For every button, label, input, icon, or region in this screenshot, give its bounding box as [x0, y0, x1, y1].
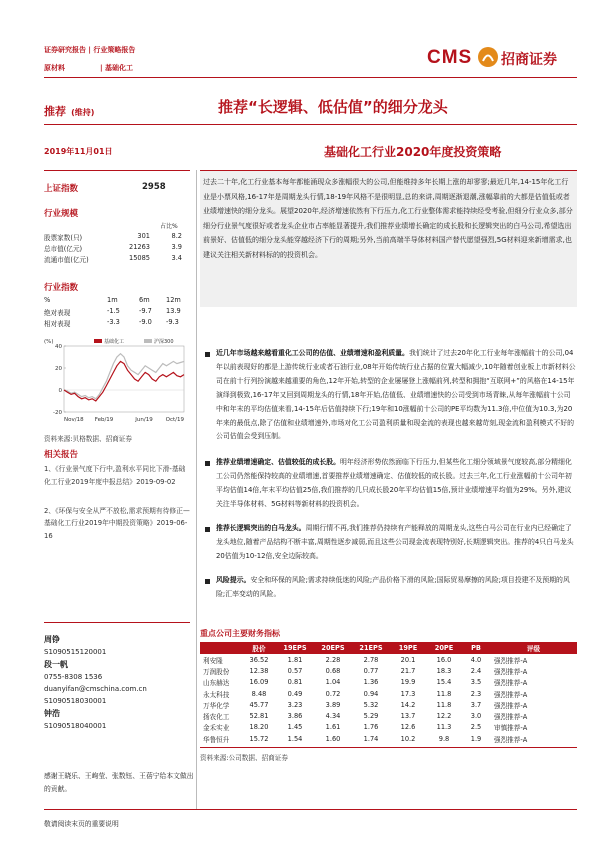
- fin-value-cell: 1.74: [363, 734, 379, 743]
- fin-value-cell: 20.1: [400, 655, 416, 664]
- rating-cell: 强烈推荐-A: [494, 690, 528, 699]
- fin-value-cell: 1.81: [287, 655, 303, 664]
- bullet-bold: 风险提示。: [216, 575, 251, 584]
- fin-header-row: [200, 642, 577, 654]
- index-row-value: -9.7: [139, 307, 152, 315]
- company-name: 山东赫达: [203, 679, 230, 688]
- fin-value-cell: 0.77: [363, 666, 379, 675]
- report-subtitle: 基础化工行业2020年度投资策略: [324, 145, 502, 159]
- fin-value-cell: 0.81: [287, 678, 303, 687]
- analyst-contact: S1090518040001: [44, 722, 107, 730]
- index-header-row: [44, 296, 190, 307]
- industry-index-table: [44, 296, 190, 329]
- bullet-item: [200, 347, 577, 444]
- related-list: [44, 463, 190, 543]
- legend-label: 沪深300: [154, 339, 174, 345]
- fin-value-cell: 5.32: [363, 700, 379, 709]
- fin-value-cell: 52.81: [249, 712, 269, 721]
- performance-chart-svg: [44, 336, 190, 426]
- related-title: 相关报告: [44, 450, 79, 460]
- bullet-square-icon: [205, 461, 210, 466]
- x-tick-label: Nov/18: [64, 417, 84, 423]
- fin-header-cell: 20EPS: [314, 642, 352, 654]
- analyst-name: 钟浩: [44, 709, 60, 718]
- column-divider: [196, 170, 197, 810]
- fin-header-cell: 19EPS: [276, 642, 314, 654]
- rating-cell: 强烈推荐-A: [494, 735, 528, 744]
- bullet-text: [216, 522, 577, 564]
- index-row-value: -9.3: [166, 318, 179, 326]
- fin-value-cell: 12.6: [400, 723, 416, 732]
- logo-emblem-icon: [478, 47, 498, 67]
- fin-value-cell: 12.2: [436, 712, 452, 721]
- analyst-name: 段一帆: [44, 660, 68, 669]
- sidebar-divider-top: [44, 170, 190, 171]
- bullet-item: [200, 522, 577, 564]
- index-header-cell: %: [44, 296, 51, 304]
- company-name: 万华化学: [203, 701, 230, 710]
- scale-row-name: 总市值(亿元): [44, 245, 83, 253]
- index-row-value: -3.3: [107, 318, 120, 326]
- fin-value-cell: 10.2: [400, 734, 416, 743]
- fin-source: 资料来源:公司数据、招商证券: [200, 754, 288, 762]
- fin-value-cell: 36.52: [249, 655, 269, 664]
- scale-row-count: 301: [137, 232, 150, 240]
- fin-value-cell: 11.8: [436, 700, 452, 709]
- page-title: 推荐“长逻辑、低估值”的细分龙头: [218, 98, 448, 116]
- scale-row-share: 3.4: [171, 254, 182, 262]
- thanks-note: 感谢王晓乐、王岣莹、张数钰、王蓓宁给本文做出的贡献。: [44, 772, 194, 793]
- bullet-square-icon: [205, 527, 210, 532]
- fin-value-cell: 45.77: [249, 700, 269, 709]
- industry-scale-title: 行业规模: [44, 209, 79, 219]
- fin-value-cell: 1.60: [325, 734, 341, 743]
- scale-row-share: 3.9: [171, 243, 182, 251]
- scale-row: [44, 243, 190, 254]
- fin-header-cell: 20PE: [426, 642, 462, 654]
- table-row: [200, 733, 577, 744]
- y-tick-label: 0: [58, 388, 62, 394]
- left-source: 资料来源:贝格数据、招商证券: [44, 435, 132, 443]
- footer-line: [44, 809, 577, 810]
- scale-col-header: 占比%: [160, 223, 178, 230]
- fin-value-cell: 1.61: [325, 723, 341, 732]
- rating-label: 推荐: [44, 105, 66, 118]
- fin-value-cell: 4.34: [325, 712, 341, 721]
- legend-swatch: [94, 339, 102, 343]
- fin-value-cell: 12.38: [249, 666, 269, 675]
- fin-header-cell: 19PE: [390, 642, 426, 654]
- bullet-bold: 推荐长逻辑突出的白马龙头。: [216, 523, 306, 532]
- intro-box: [200, 171, 577, 307]
- index-header-cell: 12m: [166, 296, 181, 304]
- table-row: [200, 699, 577, 710]
- related-item: 1、《行业景气度下行中,盈利水平同比下滑-基础化工行业2019年度中报总结》2019-09-02: [44, 465, 186, 486]
- fin-value-cell: 19.9: [400, 678, 416, 687]
- bullet-square-icon: [205, 579, 210, 584]
- fin-header-cell: 21EPS: [352, 642, 390, 654]
- fin-value-cell: 16.09: [249, 678, 269, 687]
- x-tick-label: Feb/19: [94, 417, 114, 423]
- fin-value-cell: 1.04: [325, 678, 341, 687]
- report-date: 2019年11月01日: [44, 147, 113, 156]
- rating-cell: 强烈推荐-A: [494, 701, 528, 710]
- rating-sub: (维持): [71, 108, 95, 117]
- fin-value-cell: 2.78: [363, 655, 379, 664]
- index-header-cell: 1m: [107, 296, 118, 304]
- title-divider: [44, 124, 577, 125]
- scale-row-count: 15085: [129, 254, 150, 262]
- fin-value-cell: 11.3: [436, 723, 452, 732]
- fin-value-cell: 1.54: [287, 734, 303, 743]
- fin-value-cell: 15.4: [436, 678, 452, 687]
- scale-row-name: 流通市值(亿元): [44, 256, 89, 264]
- fin-value-cell: 11.8: [436, 689, 452, 698]
- table-row: [200, 654, 577, 665]
- fin-value-cell: 5.29: [363, 712, 379, 721]
- company-name: 永太科技: [203, 690, 230, 699]
- chart-frame: [64, 346, 184, 412]
- company-name: 华鲁恒升: [203, 735, 230, 744]
- legend-swatch: [144, 339, 152, 343]
- fin-value-cell: 2.5: [470, 723, 482, 732]
- industry-label: | 基础化工: [100, 64, 133, 72]
- logo-cn-text: 招商证券: [501, 52, 557, 68]
- rating-cell: 强烈推荐-A: [494, 656, 528, 665]
- fin-value-cell: 0.68: [325, 666, 341, 675]
- scale-row: [44, 232, 190, 243]
- scale-row: [44, 254, 190, 265]
- fin-value-cell: 1.9: [470, 734, 482, 743]
- fin-header-cell: PB: [462, 642, 490, 654]
- company-name: 万润股份: [203, 667, 230, 676]
- table-row: [200, 710, 577, 721]
- x-tick-label: Oct/19: [165, 417, 184, 423]
- index-row-name: 相对表现: [44, 320, 71, 328]
- bullet-bold: 推荐业绩增速确定、估值较低的成长股。: [216, 458, 341, 467]
- fin-value-cell: 18.3: [436, 666, 452, 675]
- fin-value-cell: 13.7: [400, 712, 416, 721]
- index-row: [44, 318, 190, 329]
- rating-cell: 审慎推荐-A: [494, 724, 528, 733]
- rating: [44, 100, 94, 119]
- analyst-name: 周铮: [44, 635, 60, 644]
- intro-text: 过去二十年,化工行业基本每年都能涌现众多涨幅很大的公司,但能维持多年长期上涨的却寥寥;最近几年,14-15年化工行业是小票风格,16-17年是周期龙头行情,18-19年风格不是很明显,总的来讲,周期逐渐退潮,涨幅靠前的大都是估值低或者业绩增速快的细分龙头。展望2020年,经济增速依然有下行压力,化工行业整体需求能持续经受考验,但细分行业众多,部分细分行业景气度很好或者龙头企业市占率能显著提升,我们推荐业绩增长确定的成长股和长逻辑突出的白马公司,希望选出前景好、估值低的细分龙头能穿越经济下行的周期;另外,当前高端半导体材料国产替代愿望强烈,5G材料迎来新增需求,也建议关注相关新材料标的的投资机会。: [203, 178, 573, 259]
- bullet-body: 周期行情不再,我们推荐仍持续有产能释放的周期龙头,这些白马公司在行业内已经确定了龙头地位,随着产品结构不断丰富,周期性逐步减弱,而且这些公司现金流表现特别好,长期逻辑突出。推荐的4只白马龙头20估值为10-12倍,安全边际较高。: [216, 523, 574, 560]
- fin-value-cell: 2.3: [470, 689, 482, 698]
- fin-value-cell: 1.36: [363, 678, 379, 687]
- x-tick-label: Jun/19: [135, 417, 153, 423]
- fin-value-cell: 3.86: [287, 712, 303, 721]
- company-name: 扬农化工: [203, 713, 230, 722]
- fin-bottom-line: [200, 747, 577, 748]
- scale-row-share: 8.2: [171, 232, 182, 240]
- fin-value-cell: 3.5: [470, 678, 482, 687]
- fin-value-cell: 17.3: [400, 689, 416, 698]
- scale-row-name: 股票家数(只): [44, 234, 83, 242]
- footer-note: 敬请阅读末页的重要说明: [44, 820, 119, 828]
- fin-value-cell: 16.0: [436, 655, 452, 664]
- table-row: [200, 665, 577, 676]
- industry-scale-table: [44, 232, 190, 265]
- fin-value-cell: 0.72: [325, 689, 341, 698]
- analyst-list: [44, 633, 194, 732]
- legend-label: 基础化工: [104, 339, 125, 345]
- index-label: 上证指数: [44, 184, 79, 194]
- fin-value-cell: 3.23: [287, 700, 303, 709]
- fin-value-cell: 14.2: [400, 700, 416, 709]
- index-header-cell: 6m: [139, 296, 150, 304]
- index-row-value: -1.5: [107, 307, 120, 315]
- analyst-contact: S1090518030001: [44, 697, 107, 705]
- bullet-square-icon: [205, 352, 210, 357]
- bullet-list: [200, 347, 577, 602]
- index-row-value: -9.0: [139, 318, 152, 326]
- analyst-contact: 0755-8308 1536: [44, 673, 103, 681]
- fin-header-cell: 股价: [242, 642, 276, 654]
- fin-value-cell: 1.76: [363, 723, 379, 732]
- brokerage-logo: [427, 44, 577, 74]
- fin-value-cell: 2.4: [470, 666, 482, 675]
- index-row-value: 13.9: [166, 307, 181, 315]
- sector-label: 原材料: [44, 64, 65, 72]
- table-row: [200, 677, 577, 688]
- index-row: [44, 307, 190, 318]
- fin-value-cell: 2.28: [325, 655, 341, 664]
- fin-value-cell: 18.20: [249, 723, 269, 732]
- fin-header-cell: [200, 642, 242, 654]
- y-tick-label: -20: [53, 410, 62, 416]
- fin-value-cell: 0.57: [287, 666, 303, 675]
- bullet-text: [216, 456, 577, 512]
- fin-table-title: 重点公司主要财务指标: [200, 629, 280, 638]
- scale-row-count: 21263: [129, 243, 150, 251]
- fin-value-cell: 3.89: [325, 700, 341, 709]
- fin-table-wrap: [200, 642, 577, 744]
- analyst-contact: S1090515120001: [44, 648, 107, 656]
- fin-value-cell: 0.49: [287, 689, 303, 698]
- bullet-body: 我们统计了过去20年化工行业每年涨幅前十的公司,04年以前表现好的都是上游传统行业或者石油行业,08年开始传统行业占据的位置大幅减少,10年随着创业板上市新材料公司在前十行列扮演越来越重要的角色,12年开始,转型的企业屡屡登上涨幅前列,转型和拥抱“互联网+”的风格在14-15年演绎到极致,16-17年又回到周期龙头的行情,18年开始,估值低、业绩增速快的公司受到市场青睐,从每年涨幅前十公司中和年末的平均估值来看,14-15年后估值持续下行;19年和10涨幅前十公司的PE平均数为11.3倍,中位值为10.3,为20年来的最低点,除了估值和业绩增速外,市场对化工公司盈利质量和现金流的表现也越来越苛刻,现金流和盈利模式不好的公司估值会受到压制。: [216, 349, 576, 441]
- y-tick-label: 40: [55, 344, 62, 350]
- rating-cell: 强烈推荐-A: [494, 713, 528, 722]
- header-divider: [44, 77, 577, 78]
- table-row: [200, 722, 577, 733]
- rating-cell: 强烈推荐-A: [494, 679, 528, 688]
- company-name: 金禾实业: [203, 724, 230, 733]
- bullet-body: 明年经济形势依然面临下行压力,但某些化工细分领域景气度较高,部分精细化工公司仍然能保持较高的业绩增速,首要推荐业绩增速确定、估值较低的成长股。过去三年,化工行业涨幅前十公司年初平均估值14倍,年末平均估值25倍,我们推荐的几只成长股20年平均估值15倍,预计业绩增速平均值为29%。另外,建议关注半导体材料、5G材料等新材料的投资机会。: [216, 458, 572, 509]
- analyst-divider: [44, 622, 190, 623]
- fin-value-cell: 8.48: [251, 689, 267, 698]
- logo-cms-text: CMS: [427, 47, 473, 68]
- bullet-text: [216, 574, 577, 602]
- industry-index-title: 行业指数: [44, 283, 79, 293]
- fin-value-cell: 0.94: [363, 689, 379, 698]
- chart-ylabel: (%): [44, 339, 54, 345]
- fin-value-cell: 3.0: [470, 712, 482, 721]
- rating-cell: 强烈推荐-A: [494, 667, 528, 676]
- fin-value-cell: 4.0: [470, 655, 482, 664]
- analyst-contact: duanyifan@cmschina.com.cn: [44, 685, 147, 693]
- table-row: [200, 688, 577, 699]
- fin-value-cell: 15.72: [249, 734, 269, 743]
- index-row-name: 绝对表现: [44, 309, 71, 317]
- fin-value-cell: 3.7: [470, 700, 482, 709]
- bullet-item: [200, 456, 577, 512]
- related-item: 2、《环保与安全从严不放松,需求预期有待修正—基础化工行业2019年中期投资策略》2019-06-16: [44, 506, 190, 541]
- report-type-line: 证券研究报告 | 行业策略报告: [44, 46, 136, 54]
- bullet-bold: 近几年市场越来越看重化工公司的估值、业绩增速和盈利质量。: [216, 349, 409, 357]
- bullet-item: [200, 574, 577, 602]
- bullet-text: [216, 347, 577, 444]
- fin-value-cell: 9.8: [438, 734, 450, 743]
- performance-chart: [44, 336, 190, 426]
- company-name: 利安隆: [203, 656, 223, 665]
- series-line-基础化工: [64, 361, 184, 401]
- fin-table: [200, 642, 577, 744]
- fin-header-cell: 评级: [490, 642, 577, 654]
- bullet-body: 安全和环保的风险;需求持续低迷的风险;产品价格下滑的风险;国际贸易摩擦的风险;项目投建不及预期的风险;汇率变动的风险。: [216, 575, 570, 598]
- fin-value-cell: 1.45: [287, 723, 303, 732]
- y-tick-label: 20: [55, 366, 62, 372]
- index-value: 2958: [142, 182, 166, 192]
- fin-value-cell: 21.7: [400, 666, 416, 675]
